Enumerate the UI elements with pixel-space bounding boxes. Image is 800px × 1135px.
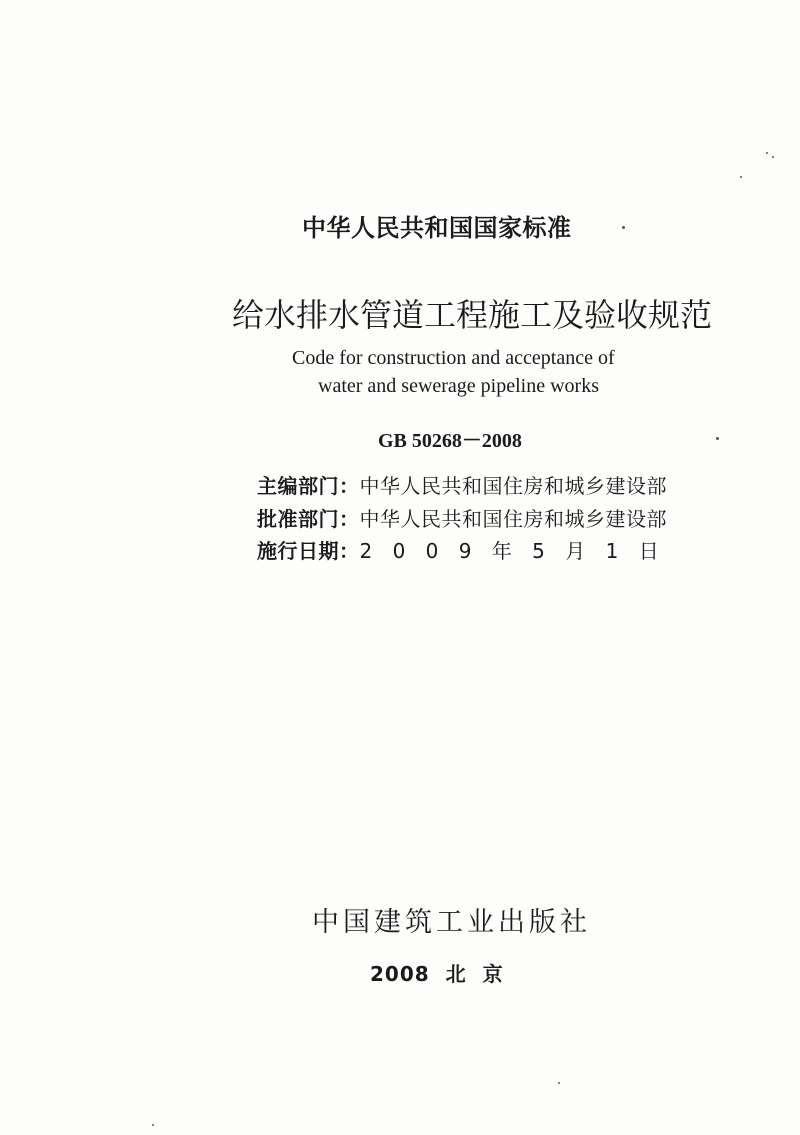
effective-date-row [257,535,663,564]
scan-speck [558,1082,560,1084]
effective-date-label: 施行日期： [257,539,360,563]
publisher-name: 中国建筑工业出版社 [312,907,591,938]
approver-value: 中华人民共和国住房和城乡建设部 [359,507,667,531]
scan-speck [152,1124,154,1126]
publication-year-place: 2008 北 京 [370,962,504,986]
scan-speck [740,176,742,178]
scan-speck [772,156,774,158]
effective-date-value: 2 0 0 9 年 5 月 1 日 [359,539,663,563]
approver-row [257,503,667,532]
chief-editor-value: 中华人民共和国住房和城乡建设部 [359,474,667,498]
document-title-english-line-1: Code for construction and acceptance of [292,347,615,369]
scan-speck [766,152,768,154]
chief-editor-label: 主编部门： [257,474,360,498]
scan-speck [622,226,625,229]
scan-speck [716,437,719,440]
standard-code: GB 50268－2008 [378,430,522,452]
approver-label: 批准部门： [257,507,360,531]
national-standard-heading: 中华人民共和国国家标准 [302,214,572,242]
document-title-chinese: 给水排水管道工程施工及验收规范 [232,296,713,334]
chief-editor-row [257,470,667,499]
document-title-english-line-2: water and sewerage pipeline works [318,375,599,397]
